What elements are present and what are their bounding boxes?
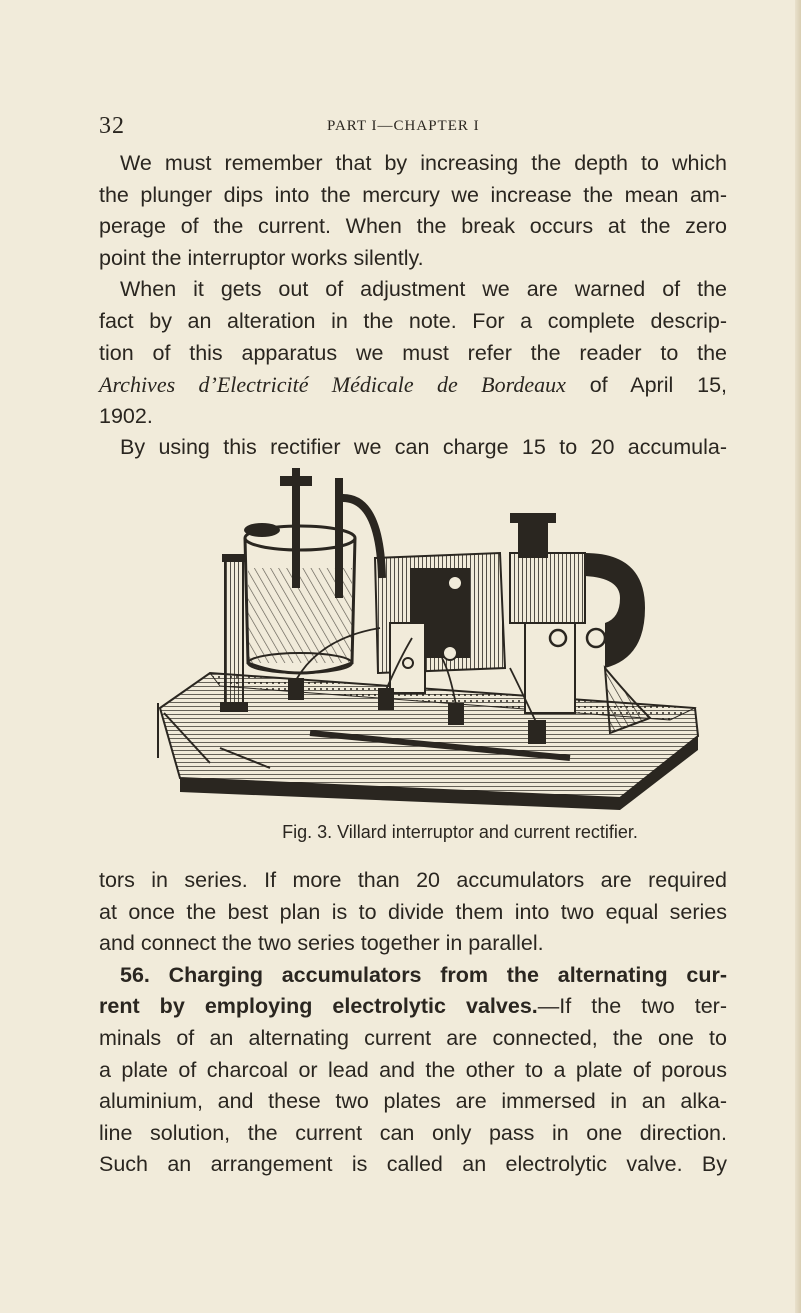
line-text: minals of an alternating current are connected, the one to: [99, 1025, 727, 1050]
bold-text: rent by employing electrolytic valves.: [99, 994, 538, 1019]
body-text-bottom: [99, 865, 727, 1181]
line-text: 1902.: [99, 403, 153, 428]
text-line: [99, 243, 727, 275]
text-line: [99, 369, 727, 401]
text-line: [99, 897, 727, 929]
text-line: [99, 401, 727, 433]
italic-text: Archives d’Electricité Médicale de Bordeaux: [99, 372, 566, 398]
line-text: the plunger dips into the mercury we increase the mean am-: [99, 182, 727, 207]
mercury-vessel: [244, 468, 382, 673]
line-text: When it gets out of adjustment we are warned of the: [120, 277, 727, 302]
line-text: perage of the current. When the break occurs at the zero: [99, 214, 727, 239]
line-text: a plate of charcoal or lead and the other to a plate of porous: [99, 1057, 727, 1082]
interruptor-column: [220, 554, 248, 712]
text-line: [99, 991, 727, 1023]
line-text: Such an arrangement is called an electrolytic valve. By: [99, 1152, 727, 1177]
body-text-top: [99, 148, 727, 464]
line-text: —If the two ter-: [537, 994, 727, 1019]
text-line: [99, 1023, 727, 1055]
text-line: [99, 211, 727, 243]
line-text: at once the best plan is to divide them into two equal series: [99, 899, 727, 924]
bold-text: 56. Charging accumulators from the alternating cur-: [120, 962, 727, 987]
text-line: [99, 1055, 727, 1087]
text-line: [99, 148, 727, 180]
line-text: line solution, the current can only pass in one direction.: [99, 1120, 727, 1145]
text-line: [99, 960, 727, 992]
figure-caption: Fig. 3. Villard interruptor and current rectifier.: [282, 822, 638, 842]
running-head: PART I—CHAPTER I: [327, 118, 480, 134]
line-text: and connect the two series together in parallel.: [99, 931, 544, 956]
line-text: point the interruptor works silently.: [99, 245, 424, 270]
line-text: By using this rectifier we can charge 15 to 20 accumula-: [120, 435, 727, 460]
page-edge: [795, 0, 801, 1313]
line-text: tion of this apparatus we must refer the reader to the: [99, 340, 727, 365]
line-text: aluminium, and these two plates are immersed in an alka-: [99, 1089, 727, 1114]
line-text: tors in series. If more than 20 accumulators are required: [99, 868, 727, 892]
text-line: [99, 1118, 727, 1150]
text-line: [99, 1149, 727, 1181]
line-text: of April 15,: [565, 373, 727, 398]
text-line: [99, 306, 727, 338]
line-text: fact by an alteration in the note. For a complete descrip-: [99, 308, 727, 333]
text-line: [99, 274, 727, 306]
figure-illustration: [150, 458, 710, 820]
text-line: [99, 338, 727, 370]
page-header: [0, 113, 801, 143]
page-number: 32: [99, 113, 125, 139]
text-line: [99, 1086, 727, 1118]
line-text: We must remember that by increasing the depth to which: [120, 151, 727, 175]
text-line: [99, 865, 727, 897]
text-line: [99, 928, 727, 960]
text-line: [99, 180, 727, 212]
